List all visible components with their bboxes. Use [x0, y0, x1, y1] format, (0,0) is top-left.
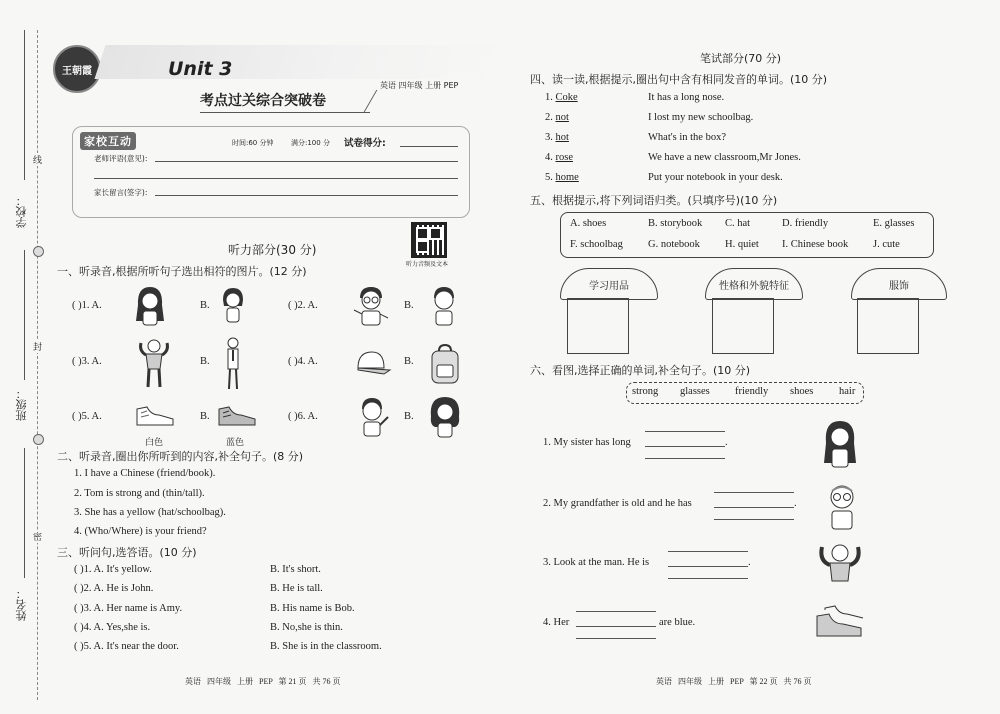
- s3-q5-b[interactable]: B. She is in the classroom.: [270, 641, 382, 652]
- question-6[interactable]: ( )6. A.: [288, 411, 318, 422]
- grandfather-glasses-icon: [822, 480, 862, 532]
- header-banner: [94, 45, 505, 79]
- blue-label: 蓝色: [226, 438, 245, 448]
- score-label: 试卷得分:: [344, 138, 386, 149]
- s6-q1: 1. My sister has long: [543, 437, 631, 448]
- category-clothing-box[interactable]: [857, 298, 919, 354]
- girl-curly-hair-icon: [426, 394, 464, 440]
- s6-word-strong: strong: [632, 386, 659, 397]
- category-clothing: 服饰: [851, 268, 947, 300]
- shoes-icon: [814, 602, 866, 642]
- section-5-title: 五、根据提示,将下列词语归类。(只填序号)(10 分): [530, 194, 778, 207]
- s6-q2-period: .: [794, 498, 797, 509]
- writing-title: 笔试部分(70 分): [700, 52, 782, 65]
- name-label: 姓名：: [15, 588, 28, 621]
- s2-item-1[interactable]: 1. I have a Chinese (friend/book).: [74, 468, 216, 479]
- s6-answer-2[interactable]: [714, 519, 794, 520]
- qr-caption: 听力音频及文本: [406, 261, 449, 268]
- category-school-things: 学习用品: [560, 268, 658, 300]
- s6-word-glasses: glasses: [680, 386, 710, 397]
- boy-short-hair-icon: [425, 282, 463, 330]
- girl-short-hair-icon: [218, 284, 248, 328]
- white-label: 白色: [145, 438, 164, 448]
- s6-q3: 3. Look at the man. He is: [543, 557, 650, 568]
- s3-q3-b[interactable]: B. His name is Bob.: [270, 603, 355, 614]
- s4-item-5[interactable]: 5. home: [545, 172, 579, 183]
- s6-answer-4[interactable]: [576, 626, 656, 627]
- binding-hole-icon: [33, 246, 44, 257]
- word-d: D. friendly: [782, 218, 829, 229]
- s2-item-3[interactable]: 3. She has a yellow (hat/schoolbag).: [74, 507, 226, 518]
- option-b-label: B.: [404, 411, 414, 422]
- class-label: 班级：: [15, 388, 28, 421]
- home-school-panel: [72, 126, 470, 218]
- option-b-label: B.: [404, 356, 414, 367]
- subject-tag: 英语 四年级 上册 PEP: [380, 81, 459, 90]
- s6-word-shoes: shoes: [790, 386, 814, 397]
- word-f: F. schoolbag: [570, 239, 623, 250]
- mark-line: 线: [33, 153, 42, 166]
- mark-seal: 封: [33, 340, 42, 353]
- unit-title: Unit 3: [168, 58, 233, 80]
- option-b-label: B.: [200, 300, 210, 311]
- s6-answer-3[interactable]: [668, 551, 748, 552]
- s4-item-1[interactable]: 1. Coke: [545, 92, 578, 103]
- fill-line-name: [24, 448, 25, 578]
- category-personality: 性格和外貌特征: [705, 268, 803, 300]
- s6-word-friendly: friendly: [735, 386, 769, 397]
- option-b-label: B.: [404, 300, 414, 311]
- s6-answer-1[interactable]: [645, 446, 725, 447]
- category-school-things-box[interactable]: [567, 298, 629, 354]
- word-a: A. shoes: [570, 218, 607, 229]
- brand-logo: 王朝霞: [53, 45, 101, 93]
- blue-shoes-icon: [216, 398, 258, 432]
- word-j: J. cute: [873, 239, 900, 250]
- word-h: H. quiet: [725, 239, 759, 250]
- full-score-info: 满分:100 分: [291, 139, 330, 147]
- qr-code-icon[interactable]: [411, 222, 447, 258]
- section-3-title: 三、听问句,选答语。(10 分): [57, 546, 197, 559]
- parent-comment-label: 家长留言(签字):: [94, 188, 148, 197]
- home-school-badge: 家校互动: [80, 132, 136, 150]
- s3-q1-a[interactable]: ( )1. A. It's yellow.: [74, 564, 152, 575]
- white-shoes-icon: [134, 398, 176, 432]
- boy-waving-icon: [352, 394, 392, 440]
- exam-title: 考点过关综合突破卷: [200, 93, 326, 109]
- s4-sentence-3[interactable]: What's in the box?: [648, 132, 726, 143]
- s4-item-4[interactable]: 4. rose: [545, 152, 573, 163]
- s3-q1-b[interactable]: B. It's short.: [270, 564, 321, 575]
- time-info: 时间:60 分钟: [232, 139, 274, 147]
- s6-answer-1[interactable]: [645, 458, 725, 459]
- s3-q5-a[interactable]: ( )5. A. It's near the door.: [74, 641, 179, 652]
- cap-icon: [352, 346, 392, 380]
- s6-q3-period: .: [748, 557, 751, 568]
- s6-answer-3[interactable]: [668, 566, 748, 567]
- question-3[interactable]: ( )3. A.: [72, 356, 102, 367]
- section-6-title: 六、看图,选择正确的单词,补全句子。(10 分): [530, 364, 751, 377]
- s4-item-3[interactable]: 3. hot: [545, 132, 569, 143]
- listening-title: 听力部分(30 分): [228, 243, 317, 257]
- fill-line-school: [24, 30, 25, 180]
- girl-long-hair-icon: [818, 418, 862, 472]
- s6-answer-4[interactable]: [576, 638, 656, 639]
- title-underline: [200, 112, 370, 113]
- footer-left: 英语 四年级 上册 PEP 第 21 页 共 76 页: [185, 677, 341, 686]
- boy-glasses-icon: [350, 282, 392, 330]
- s6-q4-start: 4. Her: [543, 617, 570, 628]
- binding-line: [37, 30, 38, 700]
- s3-q4-b[interactable]: B. No,she is thin.: [270, 622, 343, 633]
- s6-q4-end: are blue.: [659, 617, 696, 628]
- option-b-label: B.: [200, 411, 210, 422]
- s4-sentence-1[interactable]: It has a long nose.: [648, 92, 725, 103]
- s4-sentence-4[interactable]: We have a new classroom,Mr Jones.: [648, 152, 801, 163]
- word-g: G. notebook: [648, 239, 700, 250]
- word-c: C. hat: [725, 218, 751, 229]
- s6-q1-period: .: [725, 437, 728, 448]
- s6-answer-2[interactable]: [714, 507, 794, 508]
- s3-q3-a[interactable]: ( )3. A. Her name is Amy.: [74, 603, 183, 614]
- word-b: B. storybook: [648, 218, 703, 229]
- strong-man-icon: [816, 540, 864, 590]
- word-i: I. Chinese book: [782, 239, 849, 250]
- section-4-title: 四、读一读,根据提示,圈出句中含有相同发音的单词。(10 分): [530, 73, 828, 86]
- question-1[interactable]: ( )1. A.: [72, 300, 102, 311]
- mark-secret: 密: [33, 530, 42, 543]
- section-2-title: 二、听录音,圈出你所听到的内容,补全句子。(8 分): [57, 450, 304, 463]
- fill-line-class: [24, 250, 25, 380]
- s4-sentence-2[interactable]: I lost my new schoolbag.: [648, 112, 754, 123]
- s2-item-2[interactable]: 2. Tom is strong and (thin/tall).: [74, 488, 205, 499]
- s3-q2-b[interactable]: B. He is tall.: [270, 583, 323, 594]
- thin-man-icon: [220, 334, 246, 392]
- s6-answer-3[interactable]: [668, 578, 748, 579]
- s3-q4-a[interactable]: ( )4. A. Yes,she is.: [74, 622, 151, 633]
- school-label: 学校：: [15, 195, 28, 228]
- section-1-title: 一、听录音,根据所听句子选出相符的图片。(12 分): [57, 265, 307, 278]
- schoolbag-icon: [426, 342, 464, 386]
- s6-answer-2[interactable]: [714, 492, 794, 493]
- category-personality-box[interactable]: [712, 298, 774, 354]
- s4-sentence-5[interactable]: Put your notebook in your desk.: [648, 172, 783, 183]
- teacher-comment-label: 老师评语(意见):: [94, 154, 148, 163]
- s6-answer-4[interactable]: [576, 611, 656, 612]
- question-5[interactable]: ( )5. A.: [72, 411, 102, 422]
- option-b-label: B.: [200, 356, 210, 367]
- s6-word-hair: hair: [839, 386, 856, 397]
- question-2[interactable]: ( )2. A.: [288, 300, 318, 311]
- footer-right: 英语 四年级 上册 PEP 第 22 页 共 76 页: [656, 677, 812, 686]
- girl-long-hair-icon: [130, 284, 170, 330]
- s4-item-2[interactable]: 2. not: [545, 112, 569, 123]
- s6-answer-1[interactable]: [645, 431, 725, 432]
- question-4[interactable]: ( )4. A.: [288, 356, 318, 367]
- strong-man-icon: [136, 336, 172, 390]
- word-e: E. glasses: [873, 218, 915, 229]
- s6-q2: 2. My grandfather is old and he has: [543, 498, 692, 509]
- binding-hole-icon: [33, 434, 44, 445]
- s3-q2-a[interactable]: ( )2. A. He is John.: [74, 583, 154, 594]
- s2-item-4[interactable]: 4. (Who/Where) is your friend?: [74, 526, 207, 537]
- title-underline: [364, 90, 378, 112]
